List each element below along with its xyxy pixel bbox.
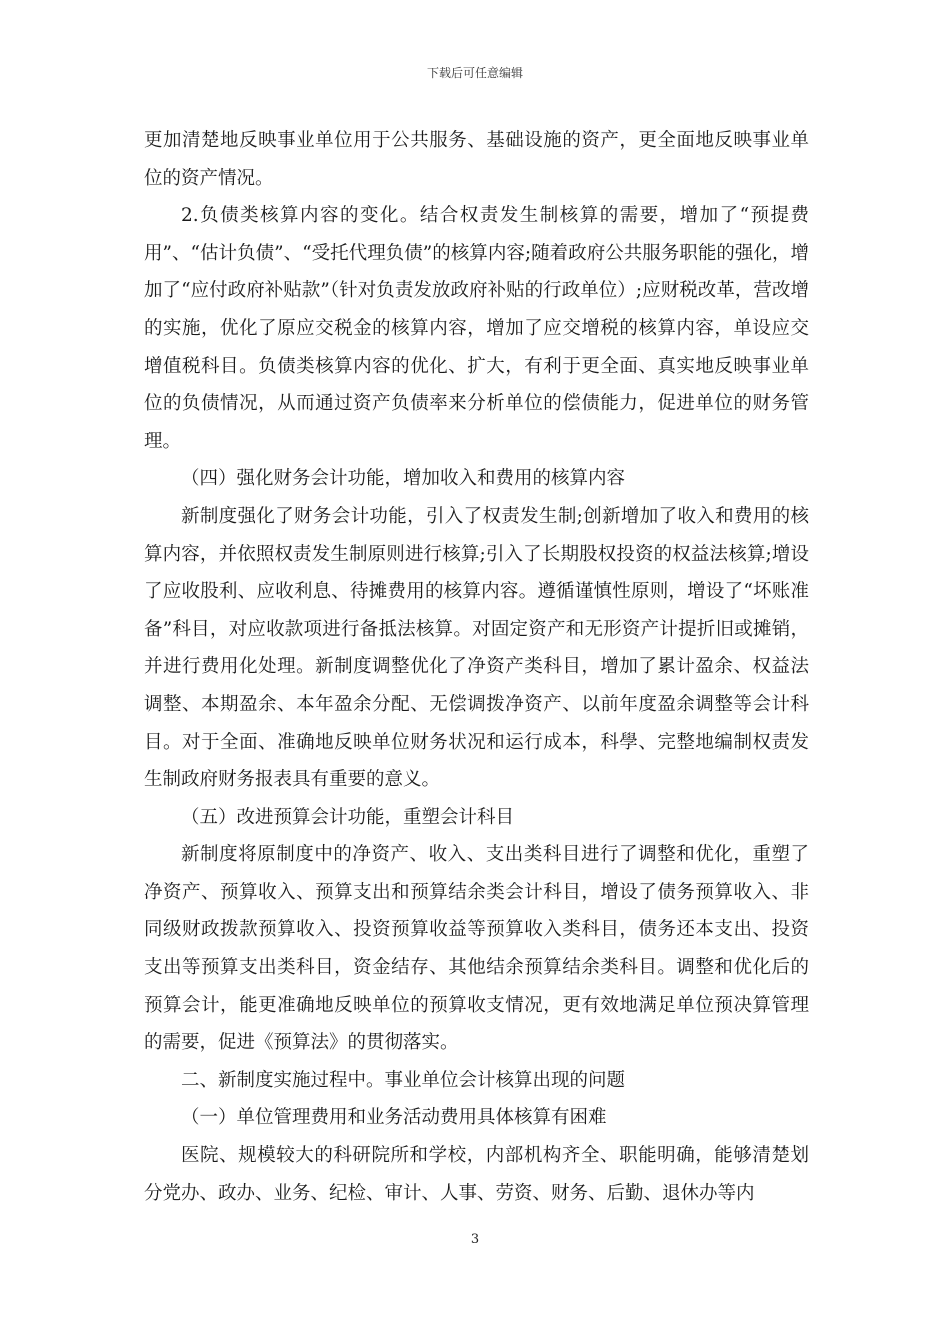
page-number: 3 (470, 1232, 480, 1247)
section-heading-4: （四）强化财务会计功能，增加收入和费用的核算内容 (181, 468, 626, 490)
paragraph-2: 2.负债类核算内容的变化。结合权责发生制核算的需要，增加了“预提费用”、“估计负债”、“受托代理负债”的核算内容;随着政府公共服务职能的强化，增加了“应付政府补贴款”（针对负责发放政府补贴的行政单位）;应财税改革，营改增的实施，优化了原应交税金的核算内容，增加了应交增税的核算内容，单设应交增值税科目。负债类核算内容的优化、扩大，有利于更全面、真实地反映事业单位的负债情况，从而通过资产负债率来分析单位的偿债能力，促进单位的财务管理。 (144, 205, 809, 452)
paragraph-3: 新制度强化了财务会计功能，引入了权责发生制;创新增加了收入和费用的核算内容，并依照权责发生制原则进行核算;引入了长期股权投资的权益法核算;增设了应收股利、应收利息、待摊费用的核算内容。遵循谨慎性原则，增设了“坏账准备”科目，对应收款项进行备抵法核算。对固定资产和无形资产计提折旧或摊销，并进行费用化处理。新制度调整优化了净资产类科目，增加了累计盈余、权益法调整、本期盈余、本年盈余分配、无偿调拨净资产、以前年度盈余调整等会计科目。对于全面、准确地反映单位财务状况和运行成本，科學、完整地编制权责发生制政府财务报表具有重要的意义。 (144, 505, 809, 791)
section-heading-5: （五）改进预算会计功能，重塑会计科目 (181, 806, 515, 828)
document-body (144, 122, 809, 1212)
paragraph-5: 医院、规模较大的科研院所和学校，内部机构齐全、职能明确，能够清楚划分党办、政办、业务、纪检、审计、人事、劳资、财务、后勤、退休办等内 (144, 1145, 809, 1204)
chapter-heading-2: 二、新制度实施过程中。事业单位会计核算出现的问题 (181, 1069, 626, 1091)
paragraph-4: 新制度将原制度中的净资产、收入、支出类科目进行了调整和优化，重塑了净资产、预算收入、预算支出和预算结余类会计科目，增设了债务预算收入、非同级财政拨款预算收入、投资预算收益等预算收入类科目，债务还本支出、投资支出等预算支出类科目，资金结存、其他结余预算结余类科目。调整和优化后的预算会计，能更准确地反映单位的预算收支情况，更有效地满足单位预决算管理的需要，促进《预算法》的贯彻落实。 (144, 844, 809, 1054)
page-header: 下载后可任意编辑 (426, 66, 523, 80)
section-heading-1: （一）单位管理费用和业务活动费用具体核算有困难 (181, 1107, 607, 1129)
paragraph-1: 更加清楚地反映事业单位用于公共服务、基础设施的资产，更全面地反映事业单位的资产情况。 (144, 130, 809, 189)
